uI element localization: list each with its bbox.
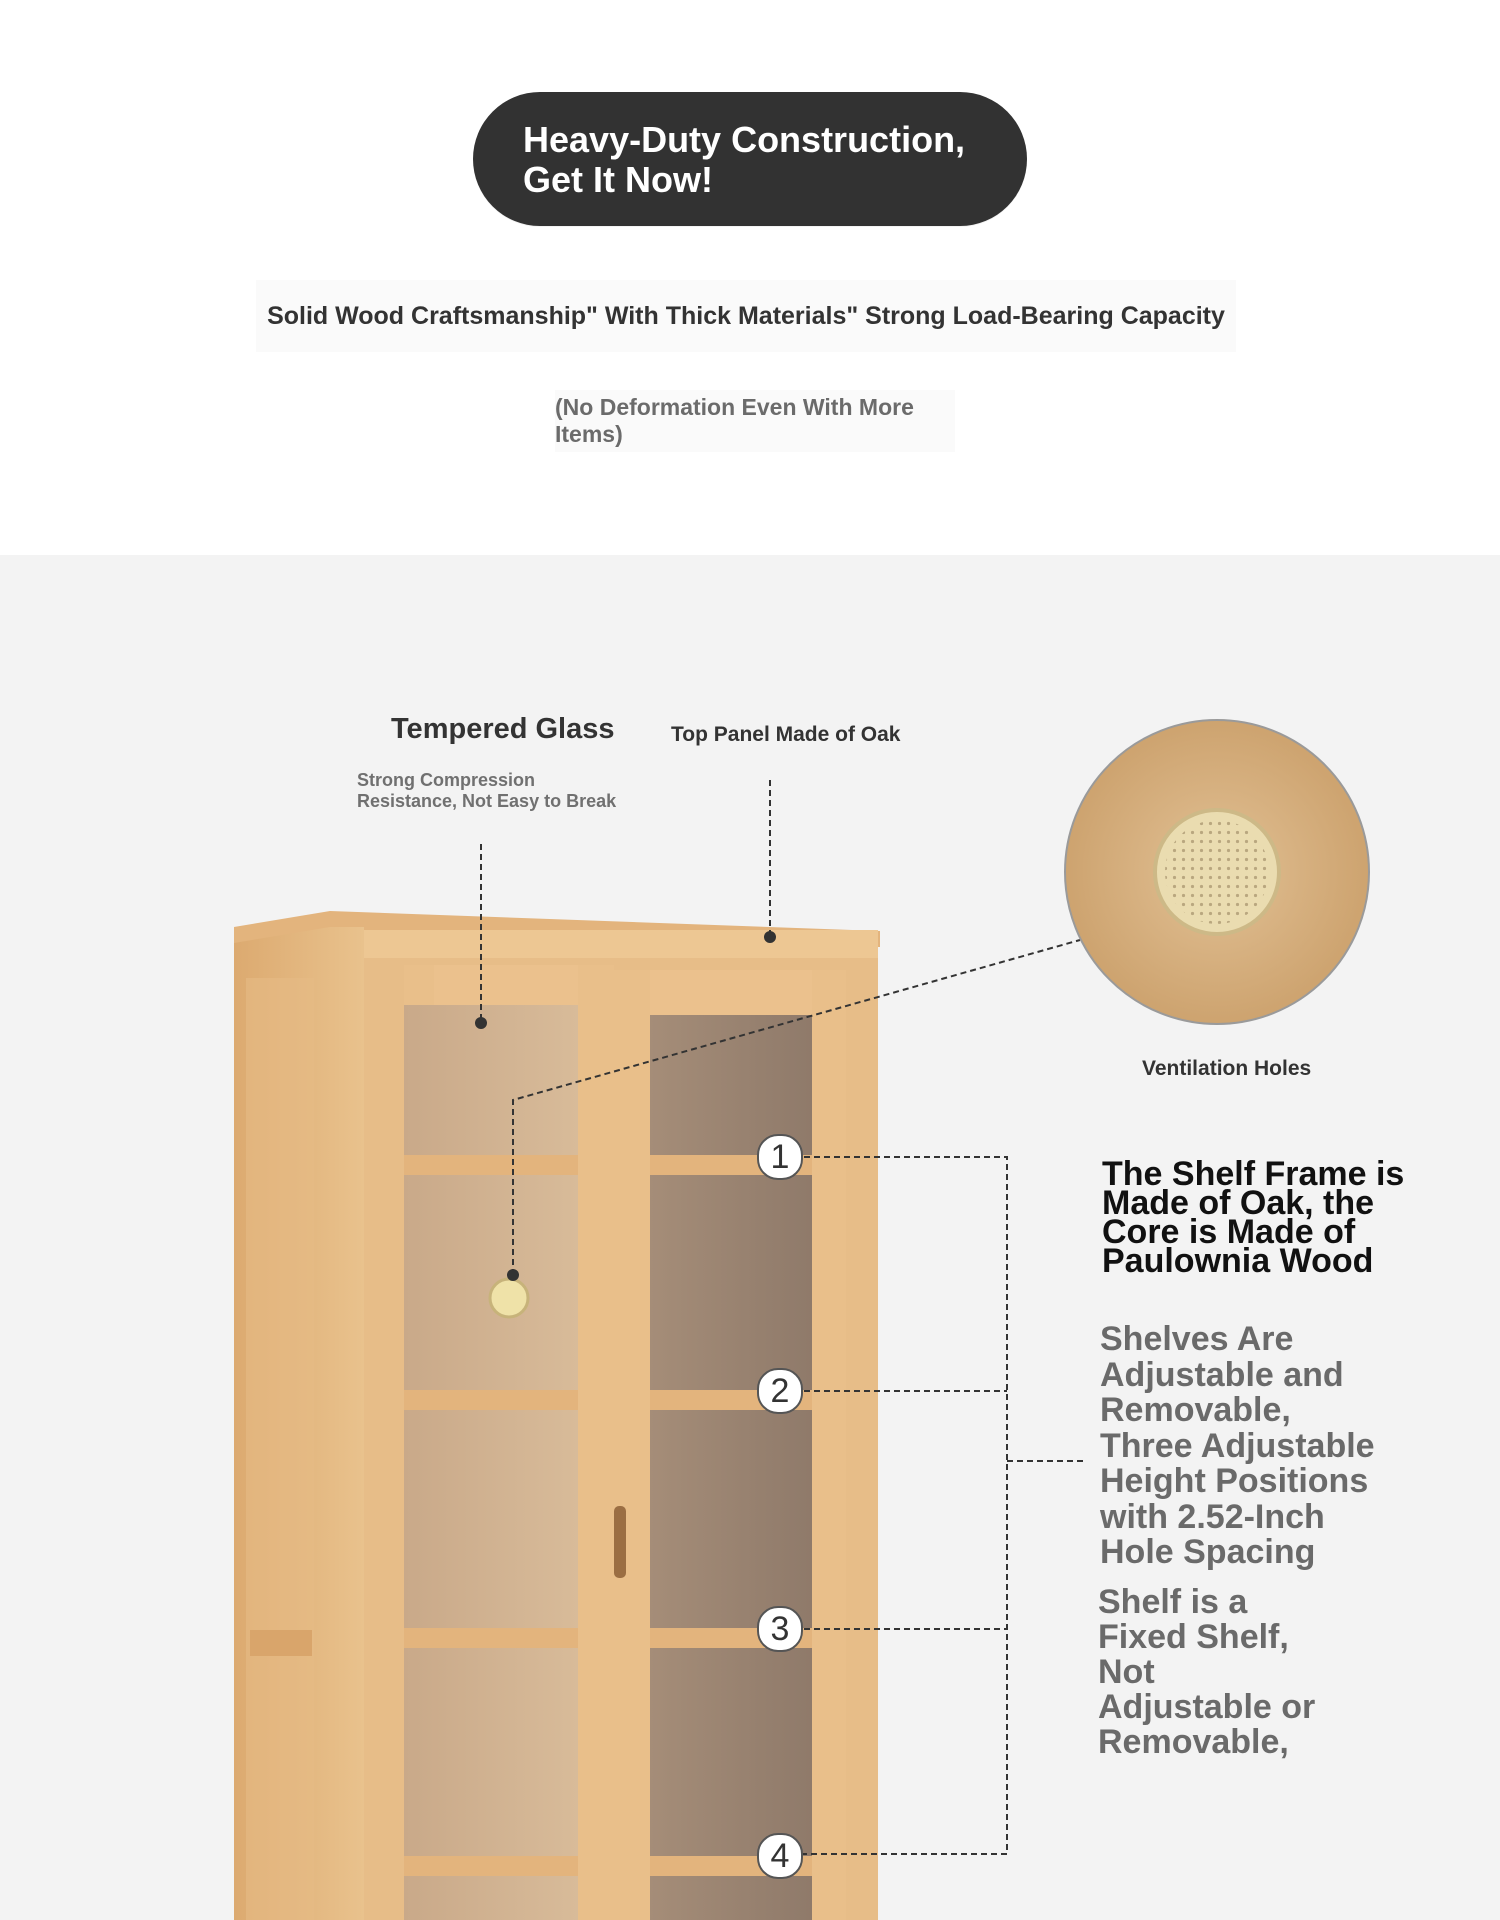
marker-4-label: 4 xyxy=(770,1836,790,1875)
subheadline: (No Deformation Even With More Items) xyxy=(555,390,955,452)
ventilation-hole xyxy=(490,1279,528,1317)
tempered-glass-desc-line-1: Strong Compression xyxy=(357,770,536,790)
adjustable-shelves-text: Shelves Are Adjustable and Removable, Three Adjustable Height Positions with 2.52-Inch Hole Spacing xyxy=(1100,1320,1375,1571)
fixed-shelf-text: Shelf is a Fixed Shelf, Not Adjustable or Removable, xyxy=(1098,1583,1316,1761)
tempered-glass-title: Tempered Glass xyxy=(391,713,615,745)
marker-3 xyxy=(757,1606,803,1652)
marker-1-label: 1 xyxy=(770,1137,790,1176)
marker-4 xyxy=(757,1833,803,1879)
door-handle xyxy=(614,1506,626,1578)
marker-2 xyxy=(757,1368,803,1414)
frame-material-title: The Shelf Frame is Made of Oak, the Core is Made of Paulownia Wood xyxy=(1102,1155,1405,1280)
banner-line-2: Get It Now! xyxy=(523,159,713,200)
ventilation-zoom xyxy=(1065,720,1369,1024)
marker-1 xyxy=(757,1134,803,1180)
top-panel-label: Top Panel Made of Oak xyxy=(671,723,901,746)
marker-3-label: 3 xyxy=(770,1609,790,1648)
ventilation-label: Ventilation Holes xyxy=(1142,1057,1312,1080)
glass-panel-left xyxy=(404,1005,578,1920)
headline: Solid Wood Craftsmanship" With Thick Materials" Strong Load-Bearing Capacity xyxy=(256,280,1236,352)
tempered-glass-desc xyxy=(357,770,616,812)
tempered-glass-desc-line-2: Resistance, Not Easy to Break xyxy=(357,791,617,811)
banner-line-1: Heavy-Duty Construction, xyxy=(523,119,966,160)
marker-2-label: 2 xyxy=(770,1371,790,1410)
